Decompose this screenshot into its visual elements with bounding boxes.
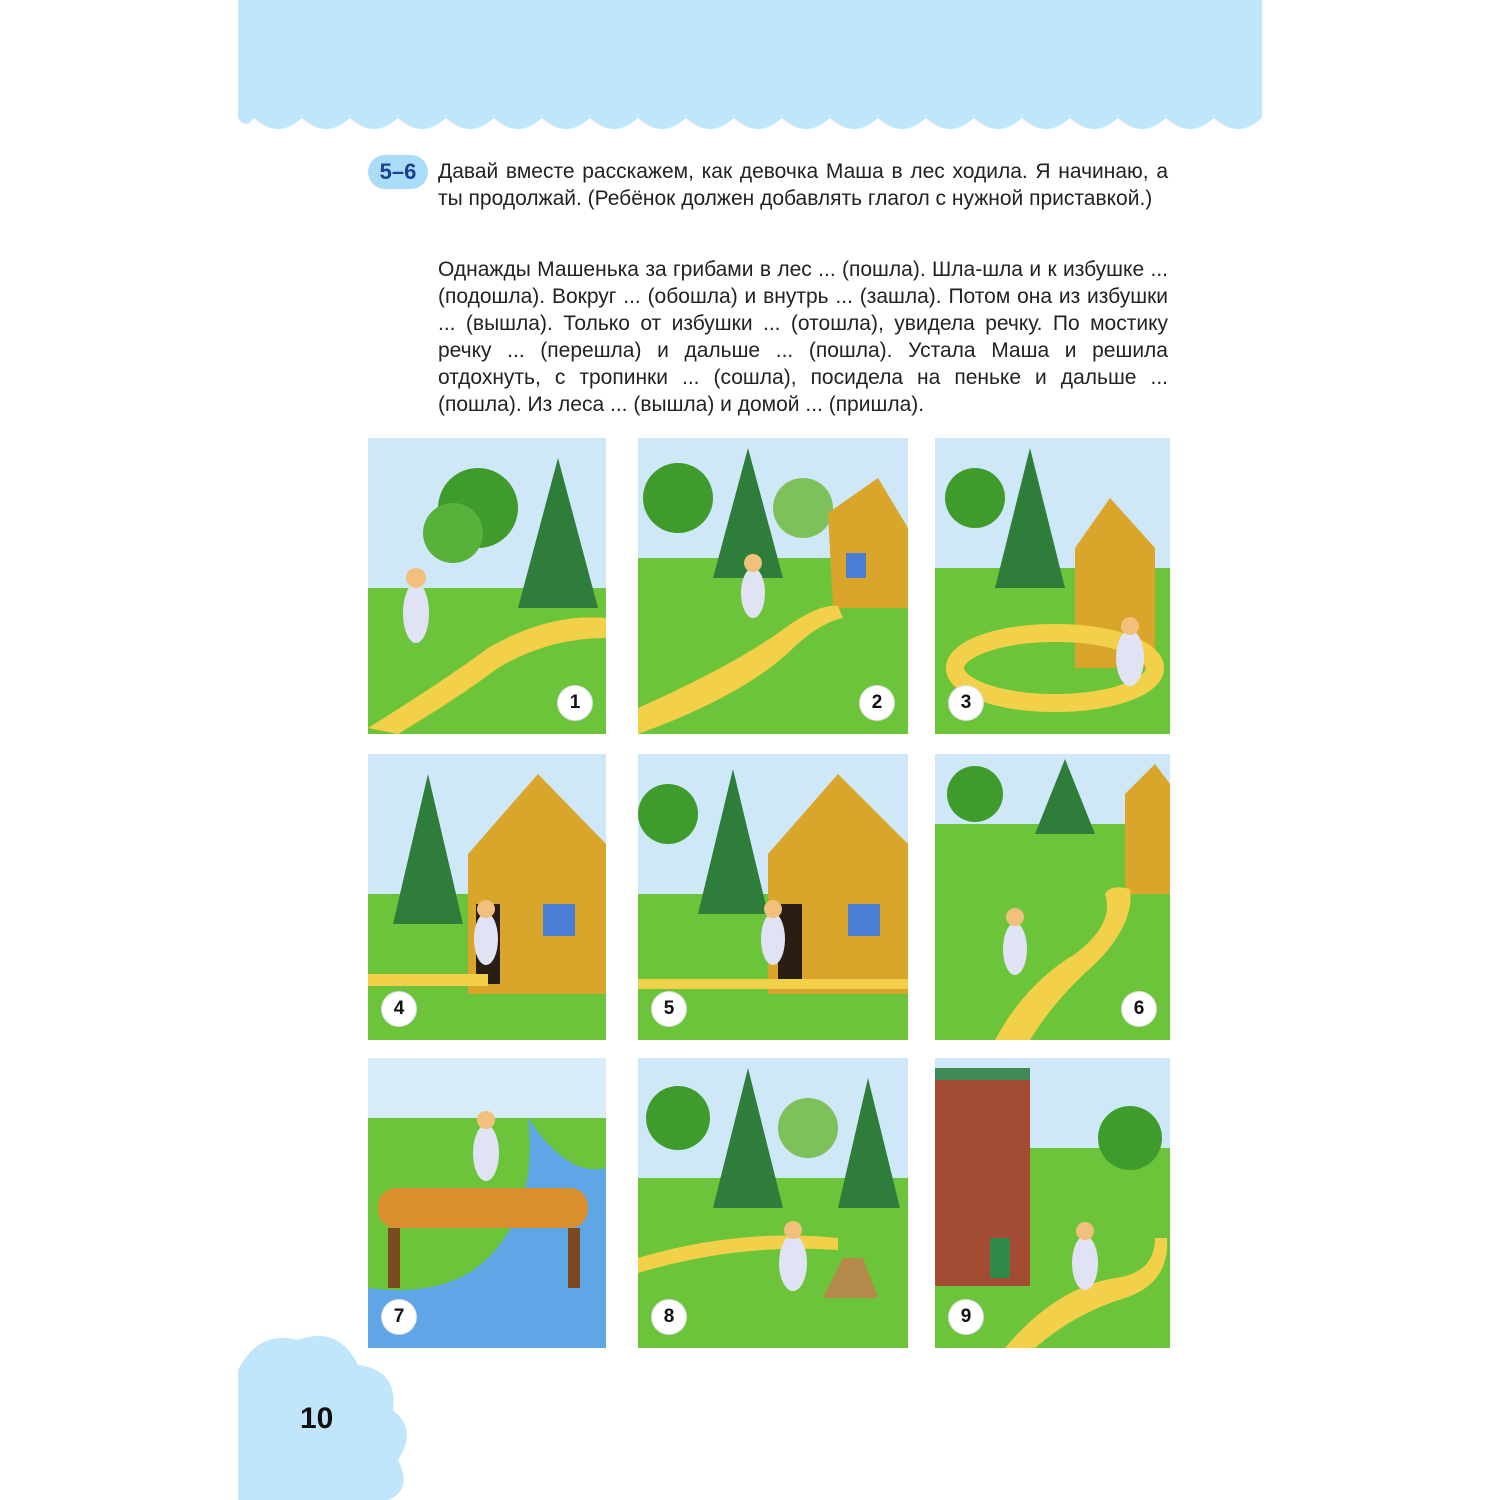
picture-panel-5 bbox=[638, 754, 908, 1040]
panel-number: 3 bbox=[949, 686, 983, 720]
picture-panel-4 bbox=[368, 754, 606, 1040]
panel-number: 2 bbox=[860, 686, 894, 720]
exercise-badge: 5–6 bbox=[368, 155, 428, 189]
cloud-header bbox=[238, 0, 1262, 140]
panel-number: 9 bbox=[949, 1300, 983, 1334]
exercise-instruction: Давай вместе расскажем, как девочка Маша в лес ходила. Я начинаю, а ты продолжай. (Ребёнок должен добавлять глагол с нужной приставкой.) bbox=[438, 160, 1168, 210]
workbook-page bbox=[238, 0, 1262, 1500]
picture-panel-7 bbox=[368, 1058, 606, 1348]
picture-panel-1 bbox=[368, 438, 606, 734]
panel-number: 1 bbox=[558, 686, 592, 720]
story-text: Однажды Машенька за грибами в лес ... (пошла). Шла-шла и к избушке ... (подошла). Вокруг ... (обошла) и внутрь ... (зашла). Потом она из избушки ... (вышла). Только от избушки ... (отошла), увидела речку. По мостику речку ... (перешла) и дальше ... (пошла). Устала Маша и решила отдохнуть, с тропинки ... (сошла), посидела на пеньке и дальше ... (пошла). Из леса ... (вышла) и домой ... (пришла). bbox=[438, 258, 1168, 416]
panel-number: 4 bbox=[382, 992, 416, 1026]
picture-panel-2 bbox=[638, 438, 908, 734]
page-number: 10 bbox=[300, 1402, 334, 1435]
panel-number: 5 bbox=[652, 992, 686, 1026]
panel-number: 6 bbox=[1122, 992, 1156, 1026]
picture-panel-3 bbox=[935, 438, 1170, 734]
picture-panel-8 bbox=[638, 1058, 908, 1348]
picture-panel-6 bbox=[935, 754, 1170, 1040]
picture-panel-9 bbox=[935, 1058, 1170, 1348]
panel-number: 8 bbox=[652, 1300, 686, 1334]
panel-number: 7 bbox=[382, 1300, 416, 1334]
